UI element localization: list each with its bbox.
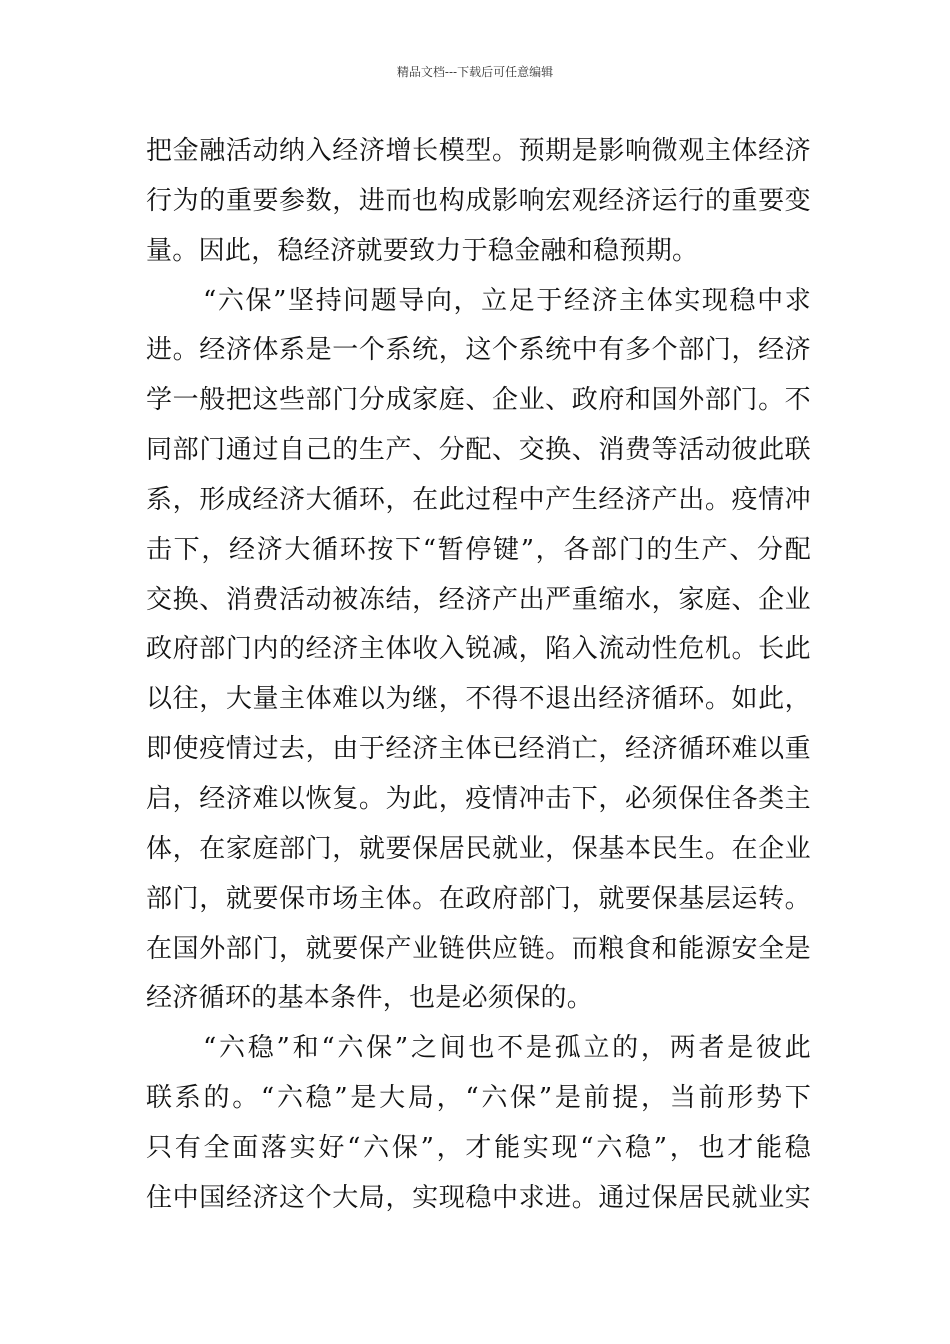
text-line: 交换、消费活动被冻结，经济产出严重缩水，家庭、企业 bbox=[146, 584, 811, 615]
text-line: 只有全面落实好“六保”，才能实现“六稳”，也才能稳 bbox=[146, 1132, 811, 1163]
text-line: 经济循环的基本条件，也是必须保的。 bbox=[146, 983, 594, 1014]
text-line: 进。经济体系是一个系统，这个系统中有多个部门，经济 bbox=[146, 335, 811, 366]
text-line: 以往，大量主体难以为继，不得不退出经济循环。如此， bbox=[146, 684, 811, 715]
text-line: 即使疫情过去，由于经济主体已经消亡，经济循环难以重 bbox=[146, 734, 811, 765]
text-line: “六保”坚持问题导向，立足于经济主体实现稳中求 bbox=[203, 285, 811, 316]
text-line: 同部门通过自己的生产、分配、交换、消费等活动彼此联 bbox=[146, 435, 811, 466]
page-header: 精品文档---下载后可任意编辑 bbox=[396, 65, 554, 79]
text-line: 系，形成经济大循环，在此过程中产生经济产出。疫情冲 bbox=[146, 484, 811, 515]
text-line: 住中国经济这个大局，实现稳中求进。通过保居民就业实 bbox=[146, 1182, 811, 1213]
text-line: 部门，就要保市场主体。在政府部门，就要保基层运转。 bbox=[146, 883, 811, 914]
document-body bbox=[146, 127, 811, 1224]
text-line: 政府部门内的经济主体收入锐减，陷入流动性危机。长此 bbox=[146, 634, 811, 665]
text-line: “六稳”和“六保”之间也不是孤立的，两者是彼此 bbox=[203, 1033, 811, 1064]
text-line: 行为的重要参数，进而也构成影响宏观经济运行的重要变 bbox=[146, 185, 811, 216]
paragraph bbox=[146, 127, 811, 277]
text-line: 把金融活动纳入经济增长模型。预期是影响微观主体经济 bbox=[146, 136, 811, 166]
text-line: 量。因此，稳经济就要致力于稳金融和稳预期。 bbox=[146, 235, 699, 266]
paragraph bbox=[146, 277, 811, 1025]
text-line: 体，在家庭部门，就要保居民就业，保基本民生。在企业 bbox=[146, 833, 811, 864]
paragraph bbox=[146, 1024, 811, 1223]
text-line: 在国外部门，就要保产业链供应链。而粮食和能源安全是 bbox=[146, 933, 811, 964]
text-line: 联系的。“六稳”是大局，“六保”是前提，当前形势下 bbox=[146, 1083, 811, 1114]
text-line: 学一般把这些部门分成家庭、企业、政府和国外部门。不 bbox=[146, 385, 811, 416]
text-line: 启，经济难以恢复。为此，疫情冲击下，必须保住各类主 bbox=[146, 783, 811, 814]
text-line: 击下，经济大循环按下“暂停键”，各部门的生产、分配 bbox=[146, 534, 811, 565]
